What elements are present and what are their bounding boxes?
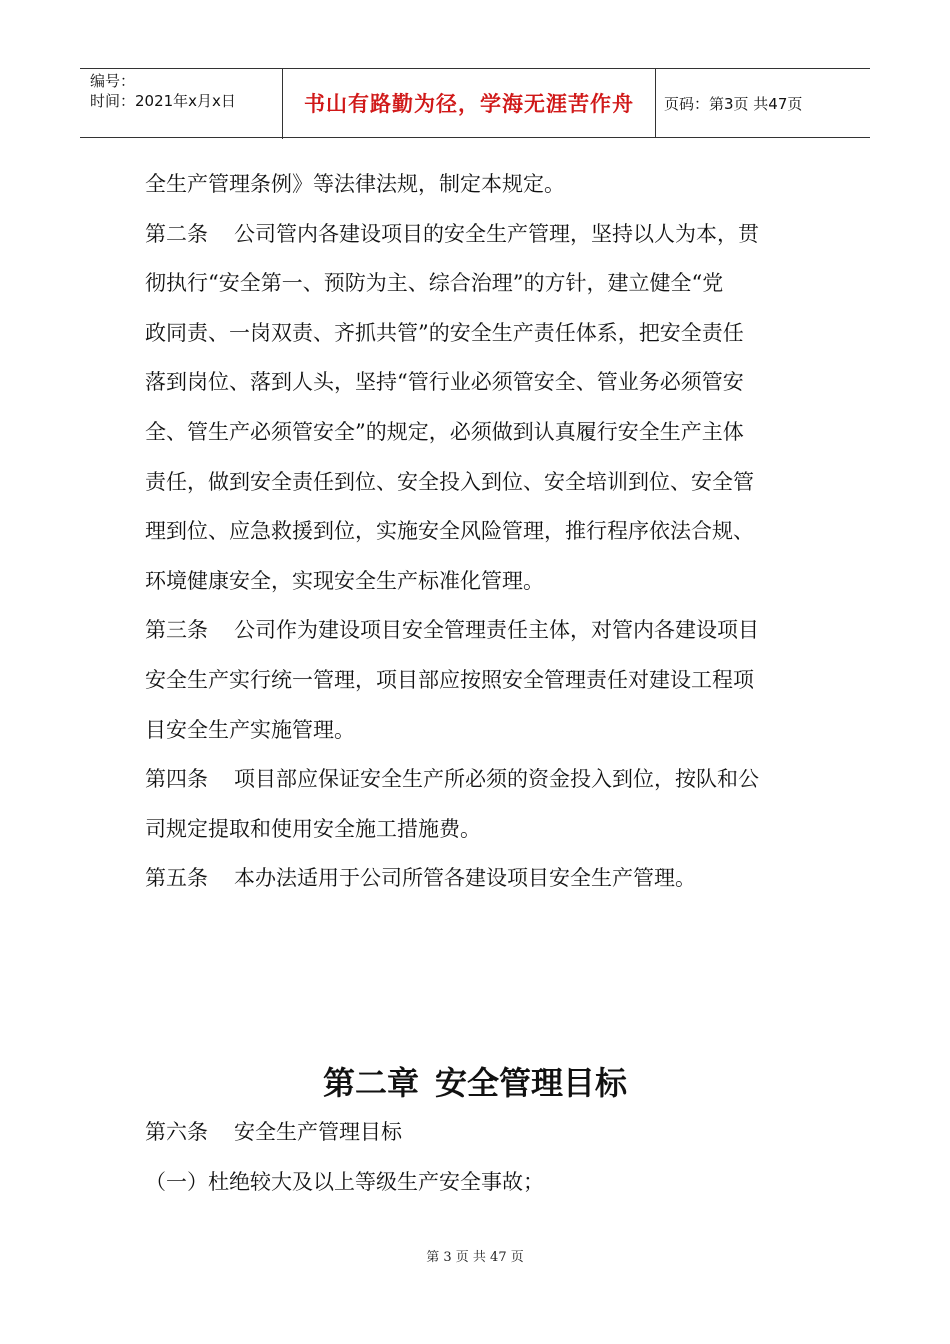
article-number: 第六条 (145, 1120, 208, 1144)
article-4-line: 司规定提取和使用安全施工措施费。 (145, 816, 481, 841)
article-4 (145, 755, 800, 805)
article-6 (145, 1108, 800, 1158)
article-3-line: 安全生产实行统一管理，项目部应按照安全管理责任对建设工程项 (145, 667, 754, 692)
header-slogan: 书山有路勤为径，学海无涯苦作舟 (283, 69, 656, 137)
document-time-label: 时间：2021年x月x日 (90, 92, 236, 110)
document-number-label: 编号： (90, 72, 136, 90)
article-2-line: 落到岗位、落到人头，坚持“管行业必须管安全、管业务必须管安 (145, 370, 744, 395)
page-header (80, 68, 870, 138)
article-2-line: 彻执行“安全第一、预防为主、综合治理”的方针，建立健全“党 (145, 271, 724, 296)
article-text: 安全生产管理目标 (234, 1120, 402, 1144)
article-3-line: 目安全生产实施管理。 (145, 717, 355, 742)
article-2 (145, 210, 800, 260)
article-2-line: 理到位、应急救援到位，实施安全风险管理，推行程序依法合规、 (145, 519, 754, 544)
chapter-number: 第二章 (322, 1064, 419, 1102)
header-meta (80, 69, 283, 139)
list-item: （一）杜绝较大及以上等级生产安全事故； (145, 1169, 544, 1194)
chapter-body (145, 1108, 800, 1207)
chapter-title: 安全管理目标 (435, 1064, 628, 1102)
header-page-info: 页码：第3页 共47页 (664, 94, 803, 113)
article-2-line: 政同责、一岗双责、齐抓共管”的安全生产责任体系，把安全责任 (145, 320, 744, 345)
article-number: 第五条 (145, 866, 208, 891)
page-footer: 第 3 页 共 47 页 (426, 1250, 524, 1265)
article-number: 第二条 (145, 221, 208, 246)
article-3 (145, 606, 800, 656)
chapter-heading (0, 1058, 950, 1104)
article-2-line: 环境健康安全，实现安全生产标准化管理。 (145, 568, 544, 593)
article-number: 第四条 (145, 767, 208, 792)
paragraph: 全生产管理条例》等法律法规，制定本规定。 (145, 172, 565, 196)
document-body (145, 160, 800, 904)
article-number: 第三条 (145, 618, 208, 643)
article-text: 公司作为建设项目安全管理责任主体，对管内各建设项目 (234, 618, 759, 643)
article-2-line: 责任，做到安全责任到位、安全投入到位、安全培训到位、安全管 (145, 469, 754, 494)
article-text: 公司管内各建设项目的安全生产管理，坚持以人为本，贯 (234, 221, 759, 246)
article-text: 本办法适用于公司所管各建设项目安全生产管理。 (234, 866, 696, 891)
article-5 (145, 854, 800, 904)
article-2-line: 全、管生产必须管安全”的规定，必须做到认真履行安全生产主体 (145, 419, 744, 444)
article-text: 项目部应保证安全生产所必须的资金投入到位，按队和公 (234, 767, 759, 792)
